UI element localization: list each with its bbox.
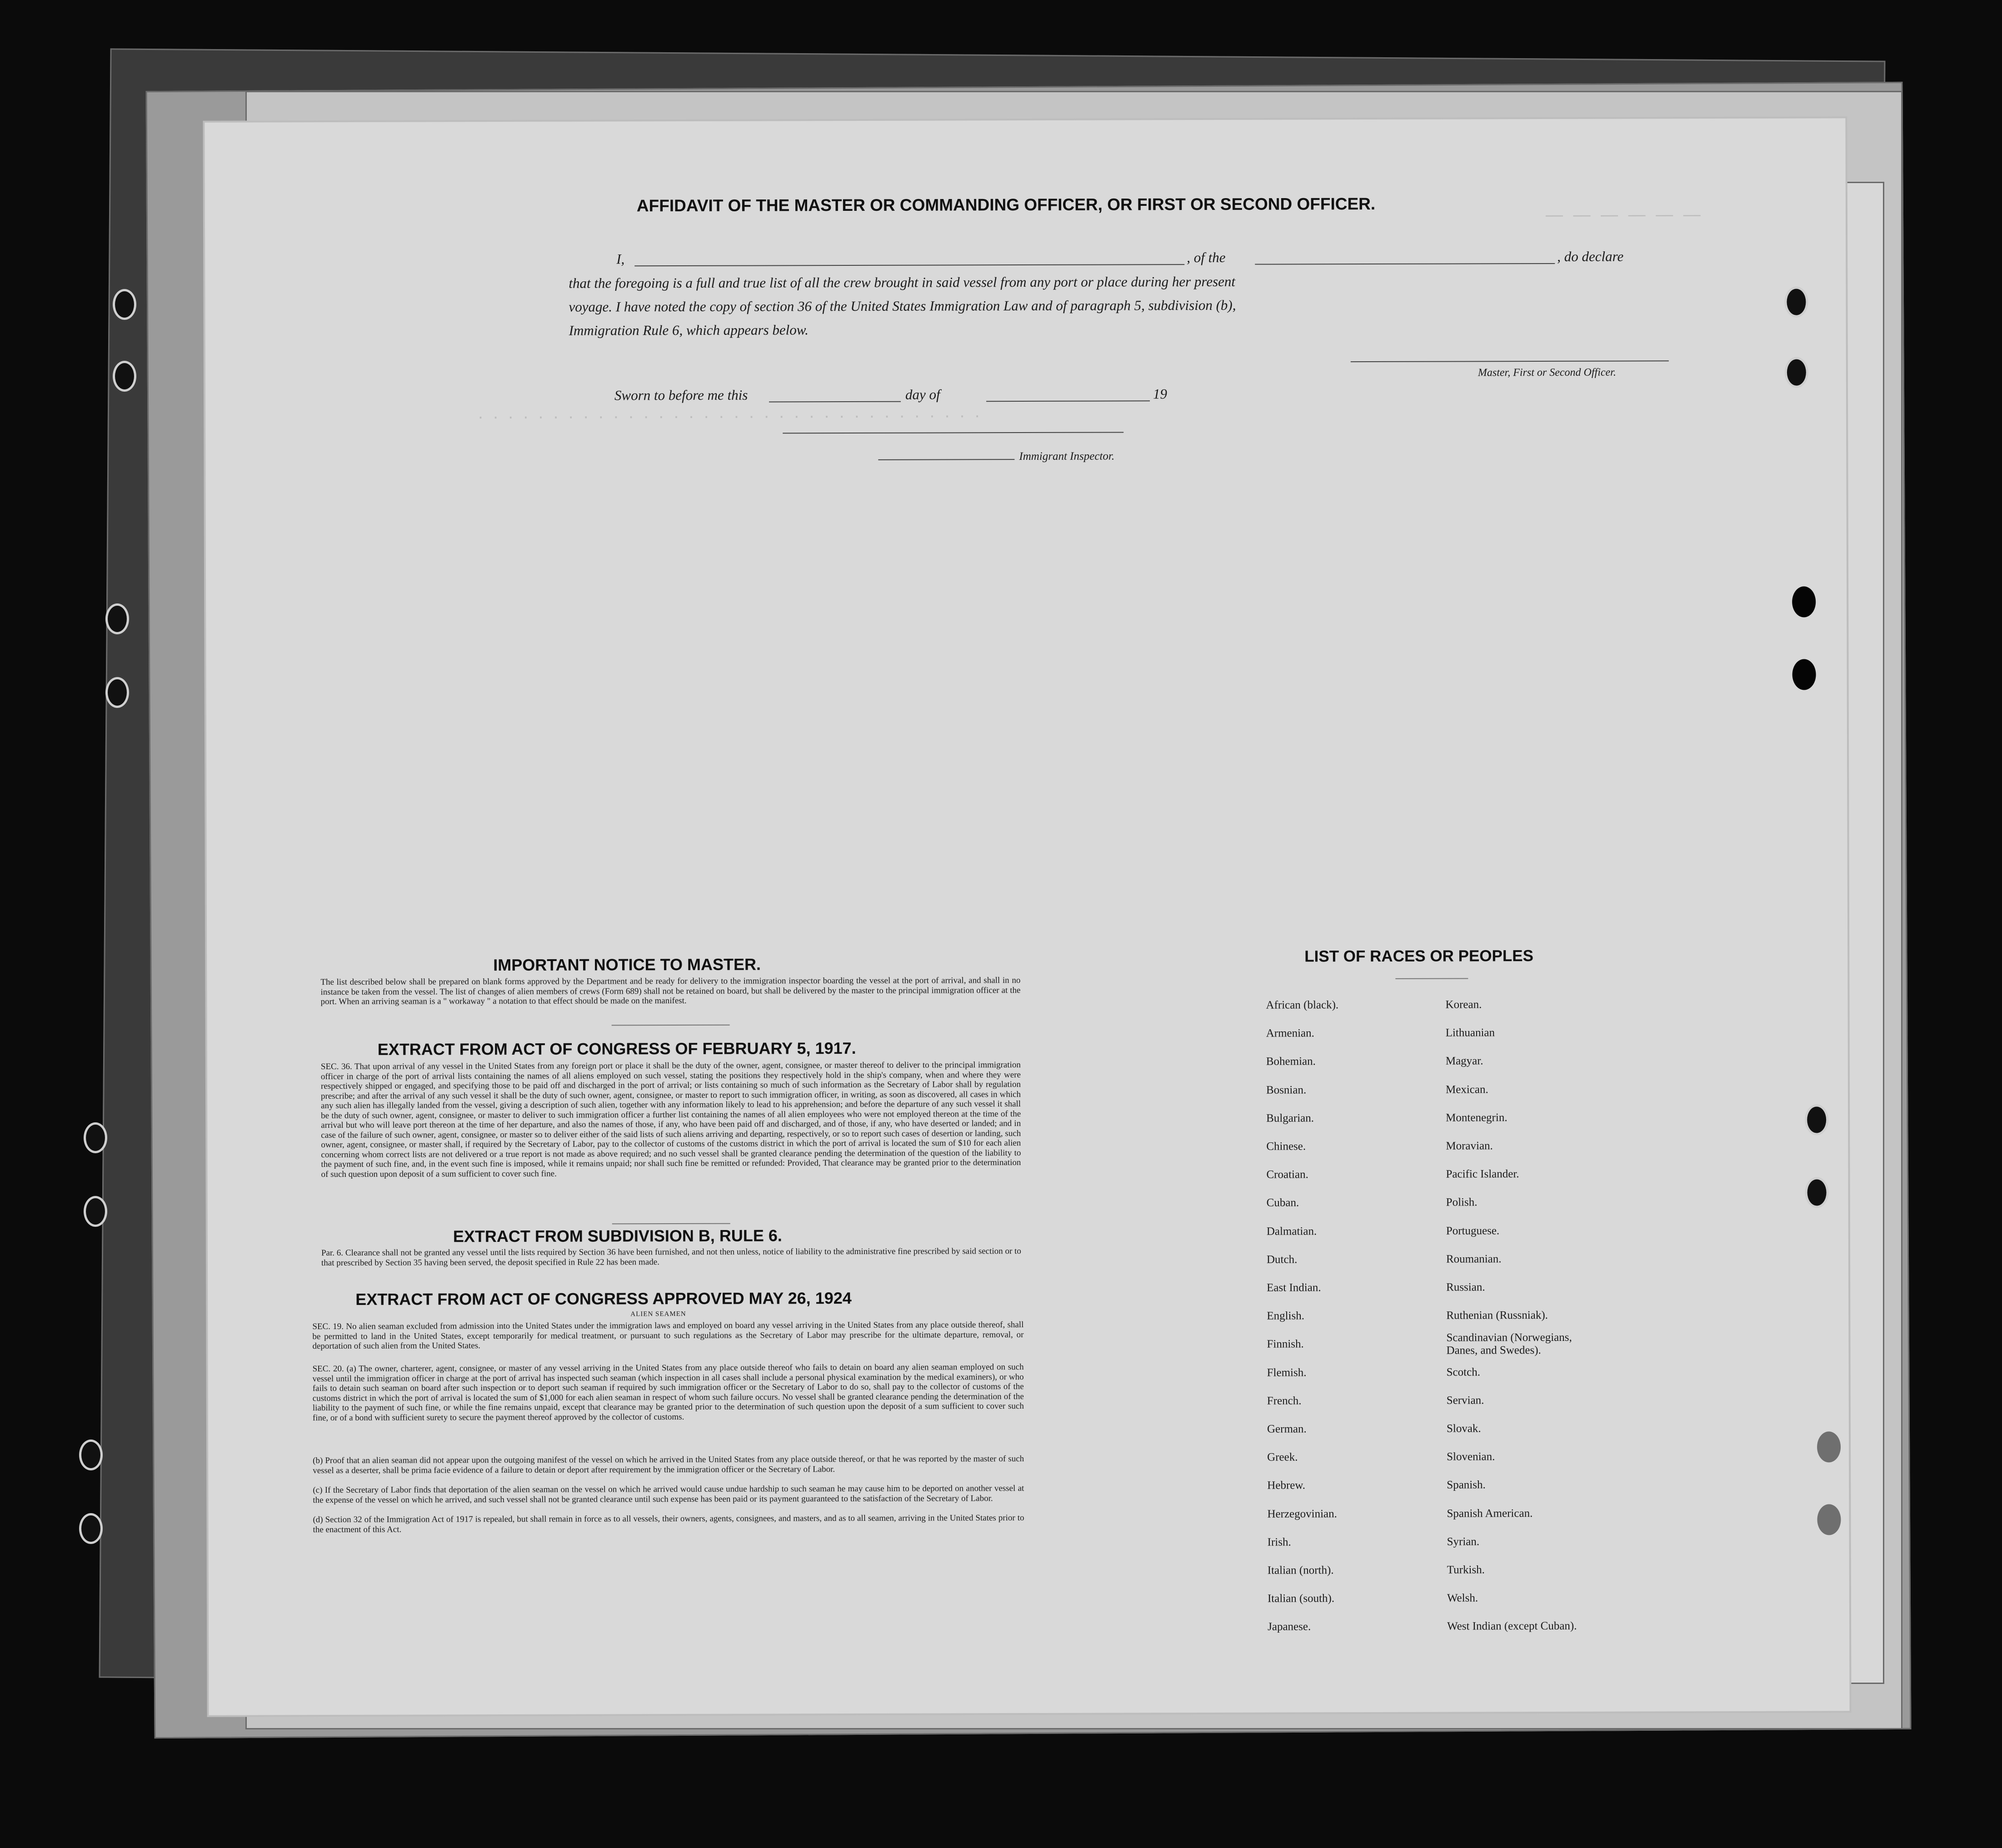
binder-hole-icon [113, 289, 136, 320]
master-signature-line[interactable] [1351, 360, 1669, 362]
binder-hole-icon [105, 603, 129, 634]
race-item: Japanese. [1268, 1620, 1311, 1634]
race-item: Greek. [1267, 1451, 1298, 1464]
binder-hole-icon [84, 1122, 107, 1153]
race-item: Welsh. [1447, 1592, 1478, 1604]
extract-1924-sec20d: (d) Section 32 of the Immigration Act of 1917 is repealed, but shall remain in force as to all vessels, their owners, agents, consignees, and masters, and as to all seamen, arriving in the United States prior to the enactment of this Act. [313, 1513, 1024, 1534]
affidavit-of-the: , of the [1187, 249, 1226, 266]
race-item: Spanish. [1447, 1479, 1486, 1491]
affidavit-i: I, [616, 251, 625, 267]
race-item: West Indian (except Cuban). [1447, 1620, 1577, 1633]
race-item: Magyar. [1445, 1055, 1483, 1067]
race-item: Portuguese. [1446, 1224, 1500, 1237]
race-item: Moravian. [1446, 1140, 1493, 1152]
race-item: Spanish American. [1447, 1507, 1533, 1520]
affidavit-line-2: that the foregoing is a full and true list of all the crew brought in said vessel from any port or place during her present [569, 273, 1236, 291]
binder-hole-icon [84, 1196, 107, 1227]
affidavit-title: AFFIDAVIT OF THE MASTER OR COMMANDING OFFICER, OR FIRST OR SECOND OFFICER. [636, 194, 1376, 215]
race-item: Slovak. [1446, 1422, 1481, 1435]
binder-hole-icon [105, 677, 129, 708]
races-title: LIST OF RACES OR PEOPLES [1304, 947, 1533, 966]
race-item: Scotch. [1446, 1365, 1480, 1379]
race-item: Finnish. [1267, 1338, 1304, 1351]
binder-hole-icon [113, 361, 136, 392]
day-of-text: day of [905, 386, 940, 403]
inspector-signature-line-2[interactable] [878, 459, 1014, 460]
section-divider [612, 1223, 730, 1225]
race-item: French. [1267, 1395, 1302, 1407]
inspector-signature-line[interactable] [783, 432, 1123, 433]
binder-hole-icon [79, 1440, 103, 1470]
extract-1924-subtitle: ALIEN SEAMEN [630, 1310, 686, 1318]
notice-title: IMPORTANT NOTICE TO MASTER. [493, 955, 761, 975]
sworn-text: Sworn to before me this [614, 387, 748, 403]
race-item: Ruthenian (Russniak). [1446, 1309, 1548, 1322]
race-item: Bohemian. [1266, 1055, 1316, 1068]
race-item: Italian (north). [1267, 1564, 1334, 1577]
name-field-line[interactable] [634, 264, 1184, 266]
race-item: East Indian. [1267, 1281, 1321, 1294]
extract-1924-title: EXTRACT FROM ACT OF CONGRESS APPROVED MAY 26, 1924 [355, 1289, 852, 1309]
extract-1924-sec20b: (b) Proof that an alien seaman did not appear upon the outgoing manifest of the vessel on which he arrived in the United States from any place outside thereof, or that he was reported by the master of such vessel as a deserter, shall be prima facie evidence of a failure to detain or deport after requirement by the immigration officer or the Secretary of Labor. [313, 1454, 1024, 1475]
race-item: Bosnian. [1266, 1083, 1307, 1096]
form-page [205, 118, 1849, 1715]
punch-hole-icon [1817, 1431, 1841, 1462]
race-item: Lithuanian [1445, 1026, 1495, 1039]
extract-1917-body: SEC. 36. That upon arrival of any vessel in the United States from any foreign port or place it shall be the duty of the owner, agent, consignee, or master thereof to deliver to the principal immigration officer in charge of the port of arrival lists containing the names of all aliens employed on such vessel, stating the positions they respectively hold in the ship's company, when and where they were respectively shipped or engaged, and specifying those to be paid off and discharged in the port of arrival; or lists containing so much of such information as the Secretary of Labor shall by regulation prescribe; and after the arrival of any such vessel it shall be the duty of such owner, agent, consignee, or master to report to such immigration officer, in writing, as soon as discovered, all cases in which any such alien has illegally landed from the vessel, giving a description of such alien, together with any information likely to lead to his apprehension; and before the departure of any such vessel it shall be the duty of such owner, agent, consignee, or master to deliver to such immigration officer a further list containing the names of all alien employees who were not employed thereon at the time of the arrival but who will leave port thereon at the time of her departure, and also the names of those, if any, who have been paid off and discharged, and of those, if any, who have deserted or landed; and in case of the failure of such owner, agent, consignee, or master so to deliver either of the said lists of such aliens arriving and departing, respectively, or so to report such cases of desertion or landing, such owner, agent, consignee, or master shall, if required by the Secretary of Labor, pay to the collector of customs of the customs district in which the port of arrival is located the sum of $10 for each alien concerning whom correct lists are not delivered or a true report is not made as above required; and no such vessel shall be granted clearance pending the determination of the question of the liability to the payment of such fine, and, in the event such fine is imposed, while it remains unpaid; nor shall such fine be remitted or refunded: Provided, That clearance may be granted prior to the determination of such question upon deposit of a sum sufficient to cover such fine. [320, 1060, 1021, 1179]
race-item: Flemish. [1267, 1366, 1307, 1379]
extract-1924-sec20c: (c) If the Secretary of Labor finds that deportation of the alien seaman on the vessel on which he arrived would cause undue hardship to such seaman he may cause him to be deported on another vessel at the expense of the vessel on which he arrived, and such vessel shall not be granted clearance until such expense has been paid or its payment guaranteed to the satisfaction of the Secretary of Labor. [313, 1484, 1024, 1505]
race-item: Italian (south). [1267, 1592, 1335, 1605]
race-item: Russian. [1446, 1281, 1485, 1294]
punch-hole-icon [1792, 586, 1816, 617]
punch-hole-icon [1805, 1104, 1828, 1135]
race-item: Chinese. [1266, 1140, 1306, 1153]
race-item: Roumanian. [1446, 1253, 1502, 1265]
race-item: Hebrew. [1267, 1479, 1306, 1492]
year-prefix: 19 [1153, 386, 1168, 402]
extract-rule6-title: EXTRACT FROM SUBDIVISION B, RULE 6. [453, 1226, 782, 1246]
race-item: Dutch. [1266, 1253, 1298, 1266]
affidavit-line-3: voyage. I have noted the copy of section 36 of the United States Immigration Law and of paragraph 5, subdivision (b), [569, 297, 1236, 315]
race-item: Mexican. [1445, 1083, 1488, 1096]
vessel-field-line[interactable] [1255, 263, 1555, 265]
bleed-through-text: . . . . . . . . . . . . . . . . . . . . . . . . . . . . . . . . . . [478, 402, 983, 423]
inspector-caption: Immigrant Inspector. [1019, 450, 1115, 463]
race-item: Korean. [1445, 998, 1482, 1011]
punch-hole-icon [1792, 659, 1816, 690]
section-divider [612, 1025, 730, 1026]
extract-1917-title: EXTRACT FROM ACT OF CONGRESS OF FEBRUARY 5, 1917. [377, 1038, 856, 1059]
race-item: Slovenian. [1447, 1450, 1495, 1463]
race-item: Scandinavian (Norwegians, Danes, and Swedes). [1446, 1331, 1572, 1357]
race-item: Servian. [1446, 1394, 1484, 1407]
master-signature-caption: Master, First or Second Officer. [1478, 366, 1616, 379]
extract-1924-sec19: SEC. 19. No alien seaman excluded from admission into the United States under the immigration laws and employed on board any vessel arriving in the United States from any place outside thereof, shall be permitted to land in the United States, except temporarily for medical treatment, or pursuant to such regulations as the Secretary of Labor may prescribe for the ultimate departure, removal, or deportation of such alien from the United States. [312, 1320, 1024, 1351]
race-item: Turkish. [1447, 1564, 1485, 1576]
races-title-divider [1395, 978, 1468, 979]
race-item: African (black). [1266, 999, 1339, 1011]
race-item: Syrian. [1447, 1535, 1480, 1548]
race-item: Armenian. [1266, 1027, 1314, 1040]
punch-hole-icon [1785, 357, 1808, 388]
race-item: Dalmatian. [1266, 1225, 1317, 1238]
affidavit-line-4: Immigration Rule 6, which appears below. [569, 322, 809, 339]
race-item: English. [1267, 1310, 1304, 1322]
extract-rule6-body: Par. 6. Clearance shall not be granted any vessel until the lists required by Section 36 have been furnished, and not then unless, notice of liability to the administrative fine prescribed by said section or to that prescribed by Section 35 having been served, the deposit specified in Rule 22 has been made. [321, 1246, 1021, 1268]
race-item: Herzegovinian. [1267, 1507, 1337, 1520]
punch-hole-icon [1805, 1177, 1829, 1208]
sworn-month-field-line[interactable] [986, 400, 1150, 402]
race-item: Montenegrin. [1446, 1111, 1508, 1124]
race-item: Croatian. [1266, 1168, 1308, 1181]
bleed-through-text: — — — — — — [1545, 205, 1703, 225]
race-item: Polish. [1446, 1196, 1478, 1209]
race-item: Pacific Islander. [1446, 1168, 1519, 1181]
race-item: Irish. [1267, 1536, 1291, 1549]
race-item: German. [1267, 1423, 1307, 1435]
punch-hole-icon [1817, 1504, 1841, 1535]
notice-body: The list described below shall be prepared on blank forms approved by the Department and be ready for delivery to the immigration inspector boarding the vessel at the port of arrival, and shall in no instance be taken from the vessel. The list of changes of alien members of crews (Form 689) shall not be retained on board, but shall be delivered by the master to the principal immigration officer at the port. When an arriving seaman is a " workaway " a notation to that effect should be made on the manifest. [320, 976, 1021, 1007]
extract-1924-sec20a: SEC. 20. (a) The owner, charterer, agent, consignee, or master of any vessel arriving in the United States from any place outside thereof who fails to detain on board any alien seaman employed on such vessel until the immigration officer in charge at the port of arrival has inspected such seaman (which inspection in all cases shall include a personal physical examination by the medical examiners), or who fails to detain such seaman on board after such inspection or to deport such seaman if required by such immigration officer or the Secretary of Labor to do so, shall pay to the collector of customs of the customs district in which the port of arrival is located the sum of $1,000 for each alien seaman in respect of whom such failure occurs. No vessel shall be granted clearance pending the determination of the liability to the payment of such fine, or while the fine remains unpaid, except that clearance may be granted prior to the determination of such question upon the deposit of a sum sufficient to cover such fine, or of a bond with sufficient surety to secure the payment thereof approved by the collector of customs. [312, 1362, 1024, 1423]
race-item: Bulgarian. [1266, 1112, 1314, 1125]
race-item: Cuban. [1266, 1196, 1299, 1210]
punch-hole-icon [1784, 286, 1808, 317]
affidavit-do-declare: , do declare [1557, 248, 1624, 264]
binder-hole-icon [79, 1513, 103, 1544]
